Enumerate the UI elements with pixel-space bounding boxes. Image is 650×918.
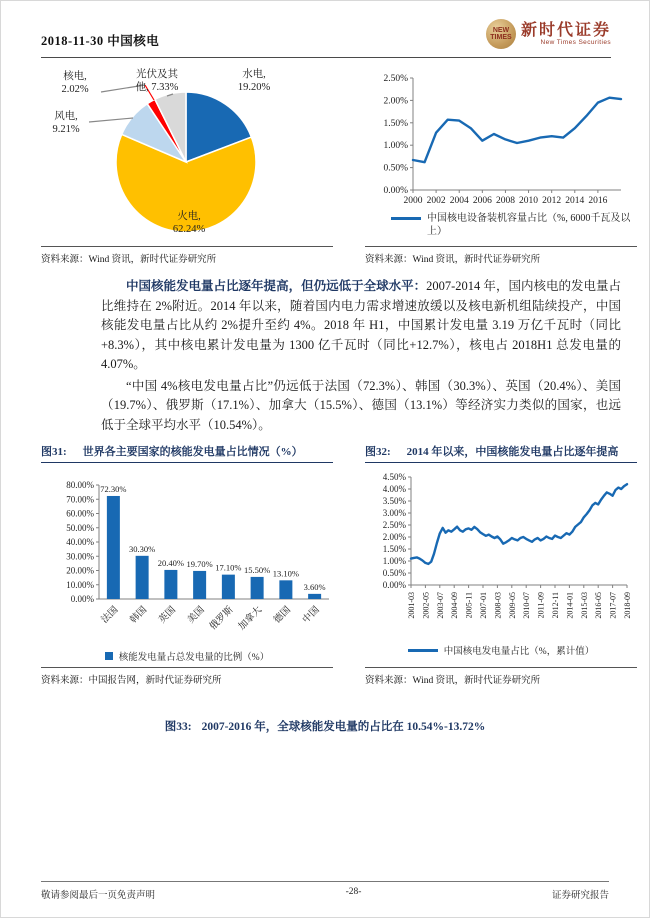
x-tick-label: 2012 [542,196,562,206]
legend-label: 中国核电设备装机容量占比（%, 6000千瓦及以上） [427,213,631,237]
y-tick-label: 80.00% [66,480,94,490]
header-date-title: 2018-11-30 中国核电 [41,34,160,48]
x-tick-label: 2007-01 [479,592,488,619]
y-tick-label: 0.50% [383,163,408,174]
legend-line-icon [408,649,438,652]
bar-value-label: 72.30% [100,483,127,494]
x-tick-label: 2018-09 [623,592,632,619]
bar [164,570,177,599]
x-tick-label: 2004 [449,196,469,206]
x-tick-label: 2010 [519,196,539,206]
y-tick-label: 4.50% [382,472,406,482]
x-tick-label: 2011-09 [536,592,546,619]
y-tick-label: 4.00% [382,484,406,494]
share-line-column [365,469,637,686]
y-tick-label: 1.00% [383,141,408,152]
bottom-figure-row [41,469,635,686]
y-tick-label: 0.50% [382,568,406,578]
y-tick-label: 40.00% [66,537,94,547]
bar-value-label: 19.70% [186,558,213,569]
bar-value-label: 3.60% [303,581,326,592]
installed-capacity-legend [391,212,637,238]
figure-33-number: 图33: [164,721,192,733]
x-tick-label: 2012-11 [551,592,560,619]
page-header [41,1,611,58]
bar [193,571,206,599]
y-tick-label: 60.00% [66,508,94,519]
legend-line-icon [391,217,421,220]
y-tick-label: 3.50% [382,496,406,506]
bar-value-label: 20.40% [157,557,184,568]
y-tick-label: 10.00% [66,579,94,590]
figure-33-caption [1,718,649,734]
x-tick-label: 2006 [472,196,492,206]
y-tick-label: 30.00% [66,551,94,562]
bar [222,575,235,599]
source-note: 资料来源：中国报告网，新时代证券研究所 [41,667,333,686]
x-category-label: 美国 [186,605,207,626]
top-figure-row [41,68,635,265]
x-tick-label: 2009-05 [507,592,517,619]
bar-value-label: 17.10% [215,562,242,573]
x-category-label: 俄罗斯 [208,605,236,633]
y-tick-label: 2.50% [382,520,406,530]
brand-logo-icon [486,19,516,49]
source-note: 资料来源：Wind 资讯，新时代证券研究所 [365,667,637,686]
figure-33-title: 2007-2016 年，全球核能发电量的占比在 10.54%-13.72% [201,721,486,733]
x-category-label: 英国 [157,605,178,626]
legend-label: 核能发电量占总发电量的比例（%） [118,653,270,663]
figure-31-caption [41,443,333,463]
y-tick-label: 70.00% [66,494,94,505]
y-tick-label: 3.00% [382,508,406,518]
x-tick-label: 2002 [426,196,446,206]
data-series-line [413,98,621,163]
x-tick-label: 2002-05 [421,592,431,619]
y-tick-label: 1.50% [382,544,406,554]
y-tick-label: 1.50% [383,118,408,129]
brand-logo [486,19,611,49]
bar-chart-column [41,469,333,686]
nuclear-share-bar-chart [41,469,333,647]
bar-value-label: 15.50% [244,564,271,575]
figure-32-title: 2014 年以来，中国核能发电量占比逐年提高 [406,446,619,458]
page-number: -28- [345,887,362,897]
figure-32-number: 图32: [365,446,391,458]
x-tick-label: 2008-03 [493,592,503,619]
page-footer [41,881,609,901]
bar-value-label: 13.10% [272,568,299,579]
data-series-line [411,484,627,564]
x-tick-label: 2000 [403,196,423,206]
caption-row [41,443,635,463]
x-category-label: 中国 [301,605,322,626]
bar [251,577,264,599]
x-category-label: 法国 [99,605,121,626]
y-tick-label: 0.00% [383,186,408,196]
pie-label-solar-other: 光伏及其他, 7.33% [135,69,179,93]
x-tick-label: 2017-07 [608,592,618,619]
paragraph-1-body: 2007-2014 年，国内核电的发电量占比维持在 2%附近。2014 年以来，随着国内电力需求增速放缓以及核电新机组陆续投产，中国核能发电量占比从约 2%提升至约 4%。2018 年 H1，中国累计发电量 3.19 万亿千瓦时（同比+8.3%），其中核电累计发电量为 1300 亿千瓦时（同比+12.7%），核电占 2018H1 总发电量的 4.07%。 [101,279,621,371]
pie-chart-wrap [41,68,333,246]
brand-name-en: New Times Securities [540,38,611,46]
bar-value-label: 30.30% [129,543,156,554]
body-text [101,277,621,435]
x-tick-label: 2014-01 [565,592,575,619]
y-tick-label: 1.00% [382,556,406,566]
legend-label: 中国核电发电量占比（%，累计值） [443,647,595,657]
x-tick-label: 2003-07 [435,592,445,619]
pie-label-nuclear: 核电, 2.02% [61,71,89,95]
bar-chart-legend [41,649,333,663]
brand-logo-text1: NEW [492,27,510,34]
x-tick-label: 2015-03 [579,592,589,619]
x-tick-label: 2010-07 [522,592,532,619]
nuclear-share-line-chart [365,469,637,641]
bar [308,594,321,599]
bar [136,556,149,599]
brand-name-cn: 新时代证券 [520,21,611,39]
paragraph-1 [101,277,621,375]
x-tick-label: 2016-05 [594,592,604,619]
pie-leader-line [89,118,133,122]
x-tick-label: 2016 [588,196,608,206]
x-category-label: 德国 [272,605,293,626]
share-line-legend [365,643,637,657]
pie-column [41,68,333,265]
installed-capacity-column [365,68,637,265]
x-tick-label: 2005-11 [464,592,474,619]
bar [107,496,120,599]
y-tick-label: 50.00% [66,522,94,533]
bar [279,580,292,599]
x-tick-label: 2014 [565,196,585,206]
y-tick-label: 2.00% [383,96,408,107]
x-tick-label: 2004-09 [450,592,460,619]
figure-31-title: 世界各主要国家的核能发电量占比情况（%） [82,446,303,458]
figure-32-caption [365,443,637,463]
y-tick-label: 20.00% [66,565,94,576]
installed-capacity-line-chart [365,68,637,210]
paragraph-1-lead: 中国核能发电量占比逐年提高，但仍远低于全球水平： [126,279,427,293]
paragraph-2: “中国 4%核电发电量占比”仍远低于法国（72.3%）、韩国（30.3%）、英国（20.4%）、美国（19.7%）、俄罗斯（17.1%）、加拿大（15.5%）、德国（13.1%）等经济实力类似的国家，也远低于全球平均水平（10.54%）。 [101,378,621,432]
pie-label-hydro: 水电, 19.20% [237,69,271,93]
x-category-label: 韩国 [128,605,150,626]
figure-31-number: 图31: [41,446,67,458]
y-tick-label: 2.50% [383,74,408,84]
y-tick-label: 0.00% [70,594,94,604]
brand-logo-text2: TIMES [490,34,512,41]
report-type: 证券研究报告 [551,891,609,901]
x-tick-label: 2001-03 [407,592,416,619]
legend-square-icon [105,652,113,660]
x-tick-label: 2008 [495,196,515,206]
source-note: 资料来源：Wind 资讯，新时代证券研究所 [365,246,637,265]
y-tick-label: 0.00% [382,580,406,590]
x-category-label: 加拿大 [237,605,265,633]
footer-disclaimer: 敬请参阅最后一页免责声明 [41,891,156,901]
source-note: 资料来源：Wind 资讯，新时代证券研究所 [41,246,333,265]
pie-label-thermal: 火电, 62.24% [172,211,206,235]
brand-text [521,22,611,47]
pie-label-wind: 风电, 9.21% [52,111,80,135]
y-tick-label: 2.00% [382,532,406,542]
